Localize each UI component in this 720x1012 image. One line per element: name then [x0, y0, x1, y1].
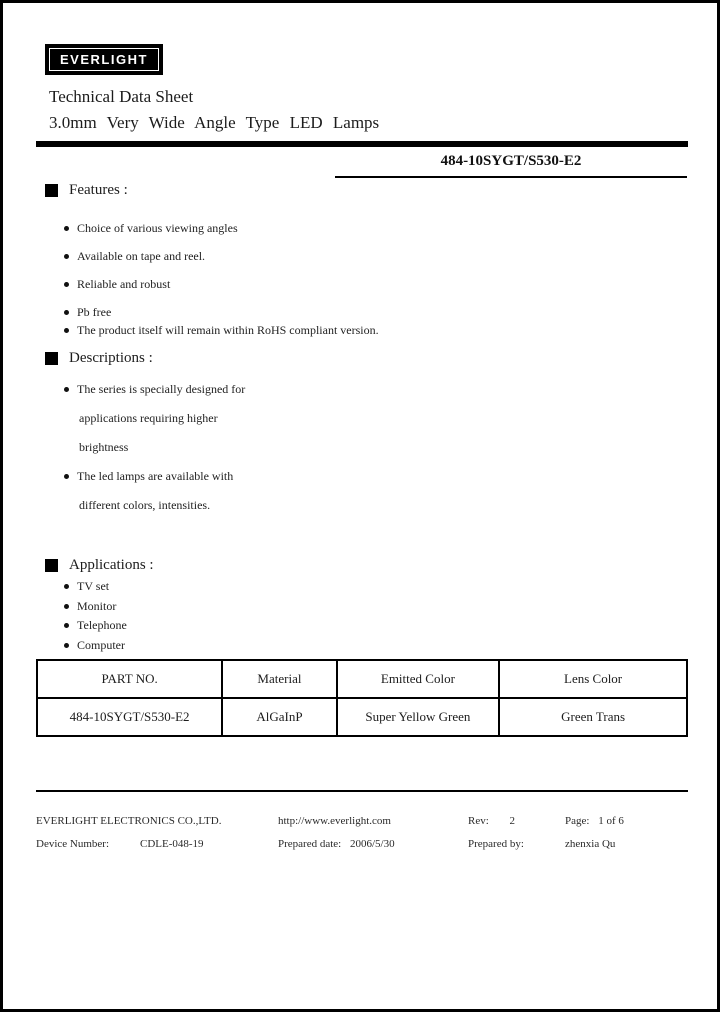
application-item: [64, 616, 127, 636]
spec-table: [36, 659, 688, 737]
feature-text: Reliable and robust: [77, 276, 171, 291]
footer-company: EVERLIGHT ELECTRONICS CO.,LTD.: [36, 815, 222, 827]
cell-lens-color: Green Trans: [499, 698, 687, 736]
footer-rev-value: 2: [509, 815, 516, 827]
footer-page-label: Page:: [565, 815, 590, 827]
description-line: [64, 404, 245, 433]
applications-list: [64, 577, 127, 655]
feature-text: Available on tape and reel.: [77, 248, 206, 263]
footer-page-value: 1 of 6: [598, 815, 624, 827]
bullet-icon: [64, 254, 69, 259]
footer-rev: [468, 815, 515, 827]
footer-divider: [36, 790, 688, 792]
footer-rev-label: Rev:: [468, 815, 489, 827]
doc-title: Technical Data Sheet: [49, 87, 194, 106]
everlight-logo-text: EVERLIGHT: [49, 48, 159, 71]
bullet-icon: [64, 282, 69, 287]
section-square-icon: [45, 559, 58, 572]
descriptions-list: [64, 375, 245, 520]
footer-date-value: 2006/5/30: [349, 838, 395, 850]
feature-text: The product itself will remain within RoHS compliant version.: [77, 322, 379, 337]
cell-part-no: 484-10SYGT/S530-E2: [37, 698, 222, 736]
doc-subtitle: 3.0mm Very Wide Angle Type LED Lamps: [49, 113, 380, 132]
footer-device-value: CDLE-048-19: [140, 838, 204, 850]
description-line: [64, 462, 245, 491]
application-text: Computer: [77, 638, 125, 653]
applications-heading-label: Applications :: [69, 557, 154, 573]
bullet-icon: [64, 226, 69, 231]
feature-item: [64, 275, 379, 293]
header-divider-bar: [36, 141, 688, 147]
bullet-icon: [64, 328, 69, 333]
application-item: [64, 636, 127, 656]
section-square-icon: [45, 184, 58, 197]
bullet-icon: [64, 584, 69, 589]
feature-text: Choice of various viewing angles: [77, 220, 238, 235]
col-header-emitted-color: Emitted Color: [337, 660, 500, 698]
application-text: TV set: [77, 579, 110, 594]
feature-item: [64, 247, 379, 265]
features-list: [64, 219, 379, 349]
feature-item: [64, 219, 379, 237]
bullet-icon: [64, 387, 69, 392]
description-text: The series is specially designed for: [77, 382, 246, 396]
feature-item: [64, 303, 379, 321]
bullet-icon: [64, 643, 69, 648]
description-text: different colors, intensities.: [79, 498, 211, 512]
description-line: [64, 491, 245, 520]
part-number: 484-10SYGT/S530-E2: [440, 153, 582, 169]
bullet-icon: [64, 604, 69, 609]
descriptions-heading: [45, 350, 153, 367]
application-item: [64, 597, 127, 617]
features-heading-label: Features :: [69, 182, 128, 198]
footer-prepared-by-value: zhenxia Qu: [565, 838, 616, 850]
col-header-lens-color: Lens Color: [499, 660, 687, 698]
table-row: [37, 698, 687, 736]
feature-item: [64, 321, 379, 339]
description-text: The led lamps are available with: [77, 469, 234, 483]
bullet-icon: [64, 310, 69, 315]
footer-url: http://www.everlight.com: [278, 815, 391, 827]
application-text: Monitor: [77, 598, 117, 613]
application-text: Telephone: [77, 618, 127, 633]
applications-heading: [45, 557, 154, 574]
descriptions-heading-label: Descriptions :: [69, 350, 153, 366]
cell-material: AlGaInP: [222, 698, 336, 736]
footer-date-label: Prepared date:: [278, 838, 342, 850]
features-heading: [45, 182, 128, 199]
application-item: [64, 577, 127, 597]
col-header-material: Material: [222, 660, 336, 698]
table-header-row: [37, 660, 687, 698]
bullet-icon: [64, 623, 69, 628]
description-line: [64, 433, 245, 462]
description-text: applications requiring higher: [79, 411, 218, 425]
feature-text: Pb free: [77, 304, 112, 319]
everlight-logo: [45, 44, 163, 75]
section-square-icon: [45, 352, 58, 365]
part-number-heading: [335, 153, 687, 178]
footer-prepared-by-label: Prepared by:: [468, 838, 524, 850]
cell-emitted-color: Super Yellow Green: [337, 698, 500, 736]
bullet-icon: [64, 474, 69, 479]
footer-prepared-date: [278, 838, 395, 850]
description-text: brightness: [79, 440, 129, 454]
description-line: [64, 375, 245, 404]
col-header-part-no: PART NO.: [37, 660, 222, 698]
footer-page: [565, 815, 624, 827]
footer-device-label: Device Number:: [36, 838, 109, 850]
